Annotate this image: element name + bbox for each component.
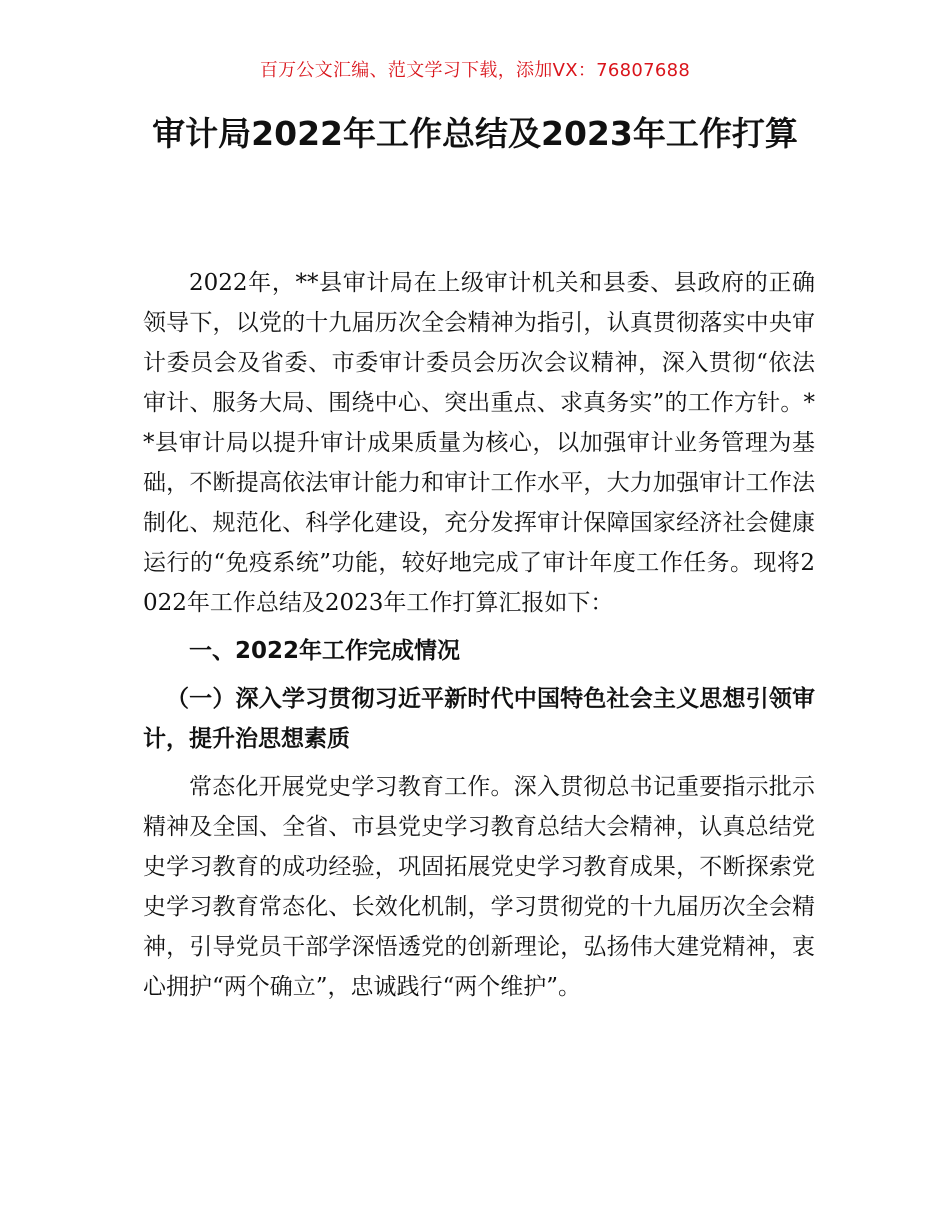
intro-paragraph: 2022年，**县审计局在上级审计机关和县委、县政府的正确领导下，以党的十九届历次全会精神为指引，认真贯彻落实中央审计委员会及省委、市委审计委员会历次会议精神，深入贯彻“依法审计、服务大局、围绕中心、突出重点、求真务实”的工作方针。**县审计局以提升审计成果质量为核心，以加强审计业务管理为基础，不断提高依法审计能力和审计工作水平，大力加强审计工作法制化、规范化、科学化建设，充分发挥审计保障国家经济社会健康运行的“免疫系统”功能，较好地完成了审计年度工作任务。现将2022年工作总结及2023年工作打算汇报如下：	[143, 270, 815, 616]
document-title: 审计局2022年工作总结及2023年工作打算	[152, 114, 798, 153]
section-heading: 一、2022年工作完成情况	[189, 638, 461, 664]
document-body	[143, 263, 815, 1007]
header-watermark-note: 百万公文汇编、范文学习下载，添加VX：76807688	[259, 60, 691, 81]
subsection-heading: （一）深入学习贯彻习近平新时代中国特色社会主义思想引领审计，提升治思想素质	[143, 686, 815, 752]
subsection-paragraph: 常态化开展党史学习教育工作。深入贯彻总书记重要指示批示精神及全国、全省、市县党史学习教育总结大会精神，认真总结党史学习教育的成功经验，巩固拓展党史学习教育成果，不断探索党史学习教育常态化、长效化机制，学习贯彻党的十九届历次全会精神，引导党员干部学深悟透党的创新理论，弘扬伟大建党精神，衷心拥护“两个确立”，忠诚践行“两个维护”。	[143, 774, 815, 1000]
